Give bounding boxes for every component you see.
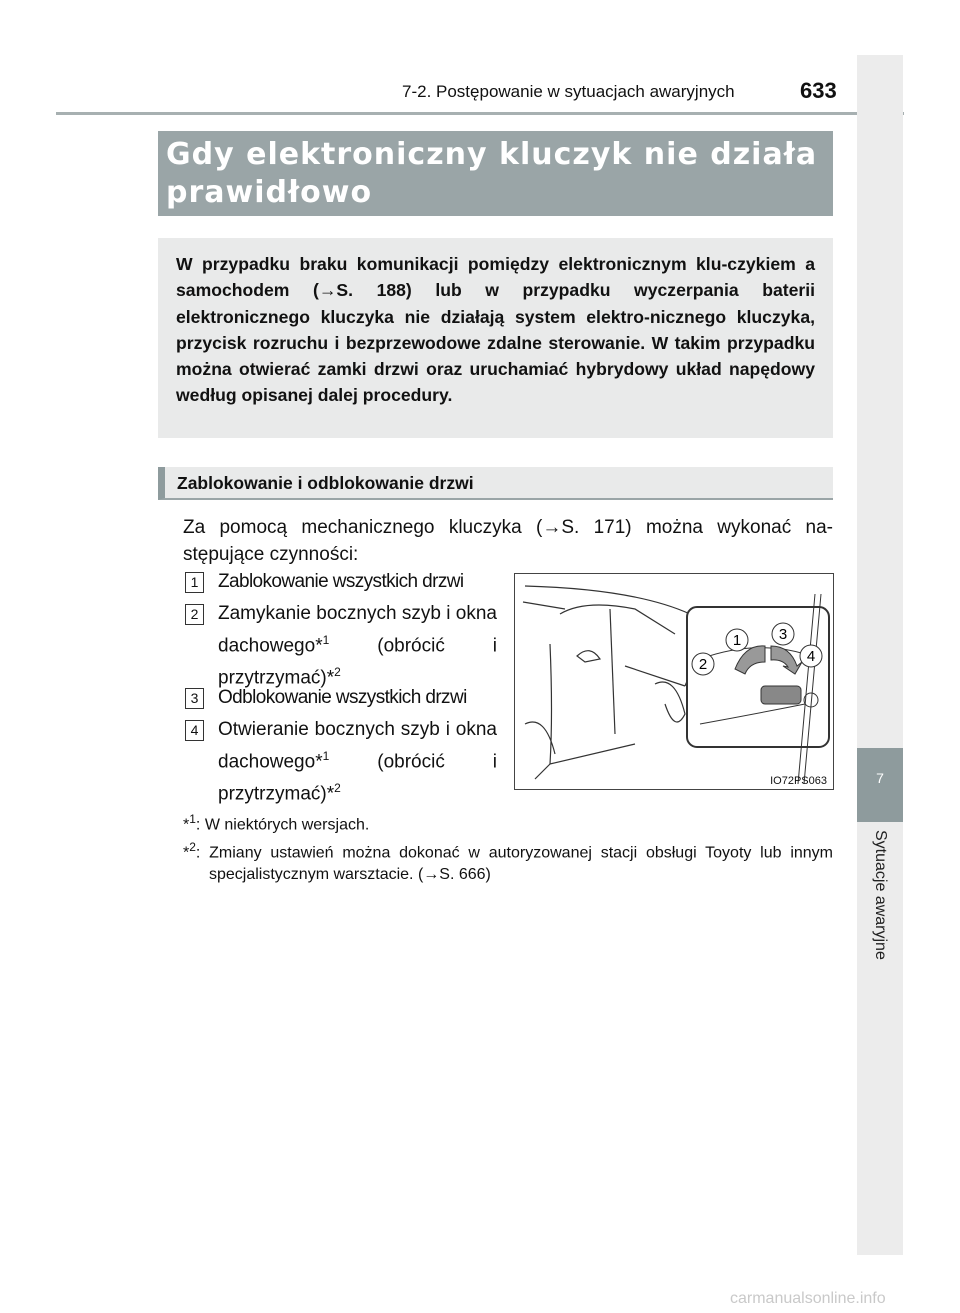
item-text: Zablokowanie wszystkich drzwi [218, 571, 464, 592]
body-paragraph: Za pomocą mechanicznego kluczyka (→S. 171) można wykonać na-stępujące czynności: [183, 517, 833, 565]
watermark: carmanualsonline.info [730, 1290, 886, 1307]
chapter-sidebar [857, 55, 903, 1255]
item-number: 3 [185, 688, 204, 709]
car-door-drawing [515, 574, 833, 789]
item-text: Otwieranie bocznych szyb i okna dachowego* [218, 719, 497, 773]
callout-2: 2 [698, 656, 708, 673]
footnote-ref: 1 [322, 749, 330, 763]
list-item [185, 717, 497, 808]
callout-3: 3 [778, 626, 788, 643]
list-item [185, 685, 497, 711]
section-heading: Zablokowanie i odblokowanie drzwi [158, 467, 833, 500]
callout-4: 4 [806, 648, 816, 665]
footnote-ref: 2 [334, 781, 341, 796]
item-text: Odblokowanie wszystkich drzwi [218, 687, 467, 708]
footnote-ref: 2 [334, 665, 341, 680]
footnote-ref: 1 [322, 633, 330, 647]
list-item [185, 601, 497, 692]
item-number: 2 [185, 604, 204, 625]
header-section-title: 7-2. Postępowanie w sytuacjach awaryjnych [402, 82, 735, 101]
header-divider [56, 112, 904, 115]
chapter-title: Sytuacje awaryjne [872, 830, 889, 960]
footnote-1: *$^1$: W niektórych wersjach. [183, 812, 370, 834]
item-text-tail: (obrócić i przytrzymać)* [218, 635, 497, 689]
intro-box: W przypadku braku komunikacji pomiędzy elektronicznym klu-czykiem a samochodem (→S. 188) lub w przypadku wyczerpania baterii elektronicznego kluczyka nie działają system elektro-nicznego kluczyka, przycisk rozruchu i bezprzewodowe zdalne sterowanie. W takim przypadku można otwierać zamki drzwi oraz uruchamiać hybrydowy układ napędowy według opisanej dalej procedury. [158, 238, 833, 438]
page-number: 633 [800, 78, 837, 103]
key-door-illustration [514, 573, 834, 790]
callout-1: 1 [732, 632, 742, 649]
item-number: 1 [185, 572, 204, 593]
footnote-2: *$^2$: Zmiany ustawień można dokonać w autoryzowanej stacji obsługi Toyoty lub innym specjalistycznym warsztacie. (→S. 666) [183, 840, 833, 884]
chapter-tab[interactable]: 7 [857, 748, 903, 822]
page-title: Gdy elektroniczny kluczyk nie działa prawidłowo [158, 131, 833, 216]
item-number: 4 [185, 720, 204, 741]
item-text: Zamykanie bocznych szyb i okna dachowego* [218, 603, 497, 657]
item-text-tail: (obrócić i przytrzymać)* [218, 751, 497, 805]
figure-code: IO72PS063 [770, 775, 827, 787]
list-item [185, 569, 497, 595]
